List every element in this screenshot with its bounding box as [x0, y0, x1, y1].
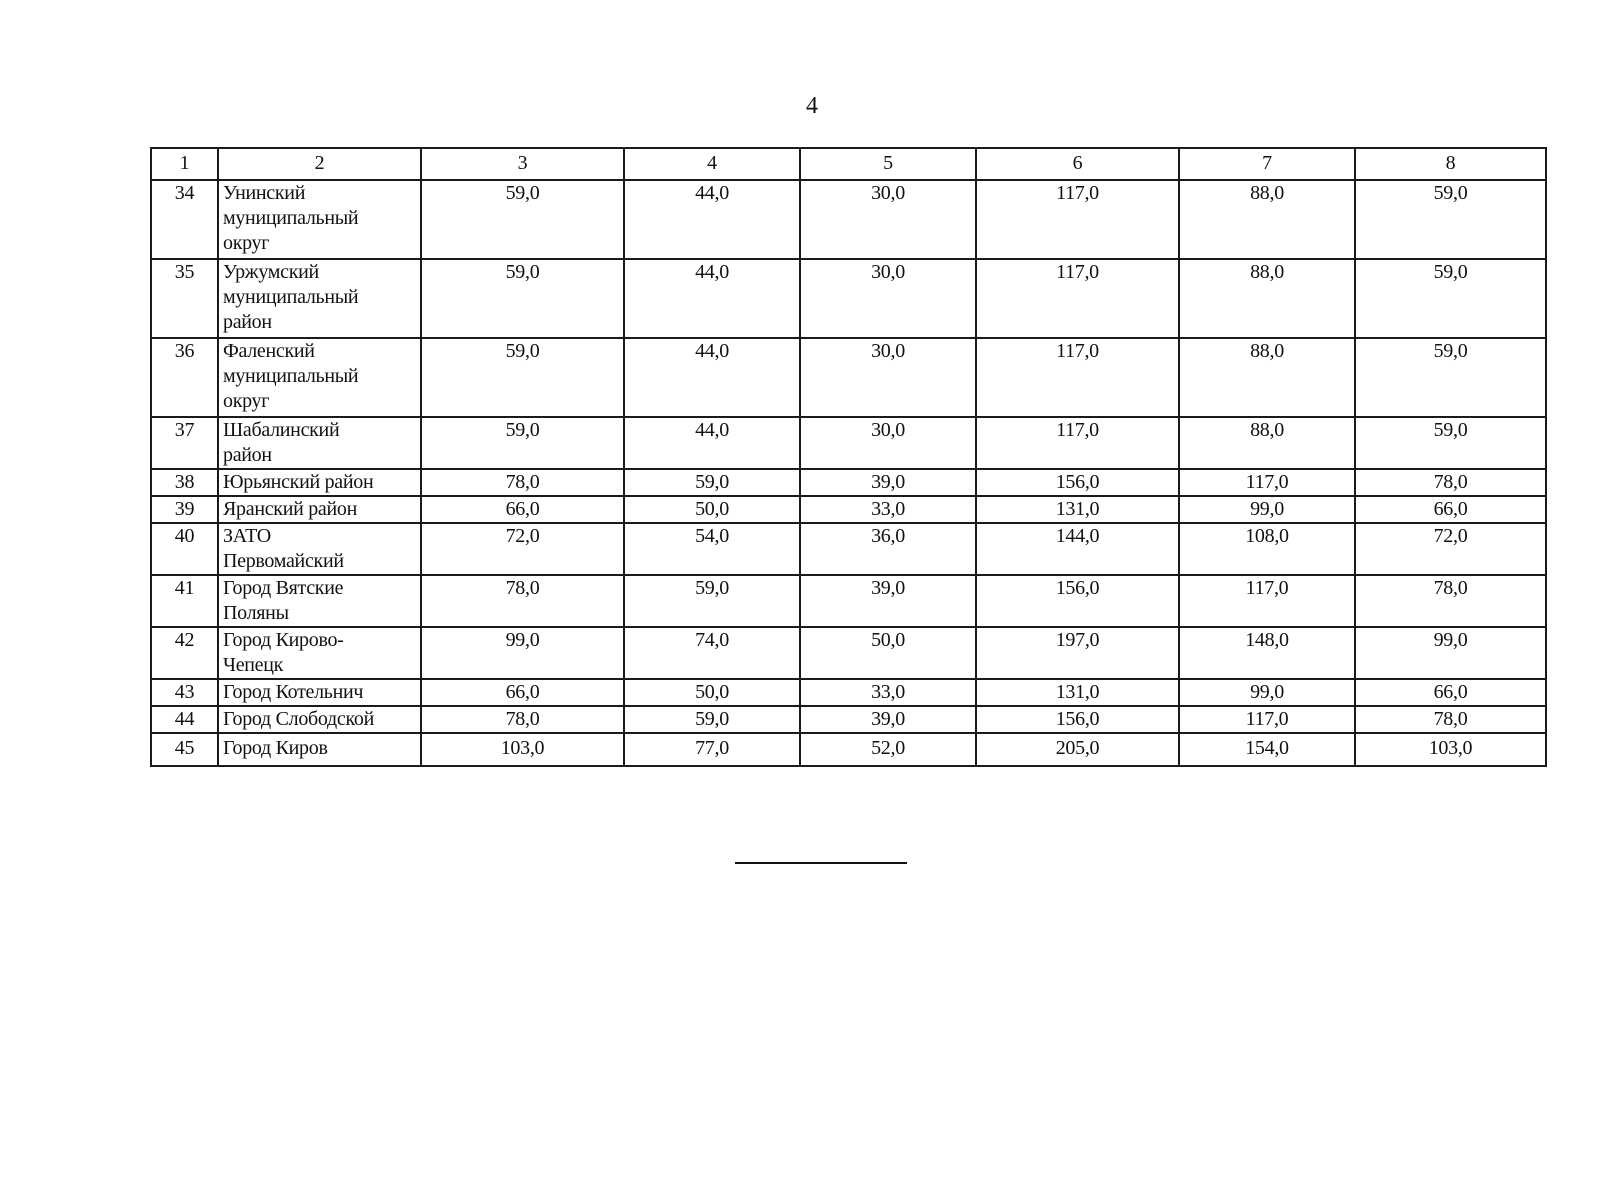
value-cell: 103,0	[1355, 733, 1546, 766]
row-number: 38	[151, 469, 218, 496]
value-cell: 131,0	[976, 679, 1179, 706]
value-cell: 30,0	[800, 338, 976, 417]
municipality-name	[218, 180, 421, 259]
table-row	[151, 679, 1546, 706]
value-cell: 99,0	[1355, 627, 1546, 679]
row-number: 36	[151, 338, 218, 417]
name-line: район	[223, 311, 272, 333]
table-row	[151, 575, 1546, 627]
name-line: Юрьянский район	[223, 471, 374, 493]
row-number: 40	[151, 523, 218, 575]
value-cell: 99,0	[1179, 679, 1355, 706]
value-cell: 59,0	[1355, 259, 1546, 338]
value-cell: 78,0	[421, 575, 624, 627]
name-line: ЗАТО	[223, 525, 271, 547]
value-cell: 59,0	[421, 180, 624, 259]
municipality-name	[218, 417, 421, 469]
municipality-name	[218, 679, 421, 706]
column-header: 6	[976, 148, 1179, 180]
value-cell: 144,0	[976, 523, 1179, 575]
value-cell: 59,0	[421, 338, 624, 417]
value-cell: 59,0	[624, 575, 800, 627]
municipality-name	[218, 523, 421, 575]
municipality-name	[218, 627, 421, 679]
value-cell: 156,0	[976, 469, 1179, 496]
value-cell: 44,0	[624, 259, 800, 338]
value-cell: 30,0	[800, 417, 976, 469]
municipality-name	[218, 338, 421, 417]
value-cell: 30,0	[800, 259, 976, 338]
table-row	[151, 496, 1546, 523]
name-line: муниципальный	[223, 286, 359, 308]
value-cell: 52,0	[800, 733, 976, 766]
value-cell: 88,0	[1179, 180, 1355, 259]
row-number: 34	[151, 180, 218, 259]
municipality-name	[218, 706, 421, 733]
name-line: Уржумский	[223, 261, 319, 283]
value-cell: 156,0	[976, 706, 1179, 733]
value-cell: 77,0	[624, 733, 800, 766]
value-cell: 54,0	[624, 523, 800, 575]
column-header: 3	[421, 148, 624, 180]
value-cell: 72,0	[1355, 523, 1546, 575]
value-cell: 59,0	[624, 469, 800, 496]
name-line: Город Вятские	[223, 577, 344, 599]
data-table	[150, 147, 1547, 767]
value-cell: 39,0	[800, 575, 976, 627]
value-cell: 88,0	[1179, 417, 1355, 469]
value-cell: 59,0	[421, 417, 624, 469]
value-cell: 74,0	[624, 627, 800, 679]
value-cell: 103,0	[421, 733, 624, 766]
value-cell: 39,0	[800, 469, 976, 496]
value-cell: 39,0	[800, 706, 976, 733]
value-cell: 117,0	[1179, 575, 1355, 627]
municipality-name	[218, 469, 421, 496]
table-row	[151, 417, 1546, 469]
value-cell: 50,0	[624, 679, 800, 706]
name-line: Шабалинский	[223, 419, 340, 441]
value-cell: 117,0	[976, 417, 1179, 469]
table-row	[151, 259, 1546, 338]
name-line: Поляны	[223, 602, 289, 624]
table-row	[151, 338, 1546, 417]
value-cell: 59,0	[421, 259, 624, 338]
value-cell: 50,0	[624, 496, 800, 523]
name-line: округ	[223, 390, 270, 412]
value-cell: 99,0	[1179, 496, 1355, 523]
table-row	[151, 180, 1546, 259]
column-header: 8	[1355, 148, 1546, 180]
name-line: Первомайский	[223, 550, 344, 572]
value-cell: 50,0	[800, 627, 976, 679]
value-cell: 44,0	[624, 417, 800, 469]
value-cell: 117,0	[976, 259, 1179, 338]
name-line: Город Киров	[223, 737, 328, 759]
row-number: 43	[151, 679, 218, 706]
value-cell: 78,0	[421, 469, 624, 496]
value-cell: 197,0	[976, 627, 1179, 679]
name-line: Яранский район	[223, 498, 358, 520]
name-line: муниципальный	[223, 365, 359, 387]
value-cell: 59,0	[1355, 180, 1546, 259]
value-cell: 72,0	[421, 523, 624, 575]
value-cell: 59,0	[1355, 417, 1546, 469]
row-number: 35	[151, 259, 218, 338]
value-cell: 44,0	[624, 338, 800, 417]
table-row	[151, 706, 1546, 733]
name-line: Город Котельнич	[223, 681, 364, 703]
value-cell: 131,0	[976, 496, 1179, 523]
row-number: 37	[151, 417, 218, 469]
value-cell: 59,0	[624, 706, 800, 733]
name-line: Город Кирово-	[223, 629, 344, 651]
row-number: 45	[151, 733, 218, 766]
value-cell: 78,0	[1355, 469, 1546, 496]
value-cell: 154,0	[1179, 733, 1355, 766]
value-cell: 33,0	[800, 679, 976, 706]
value-cell: 99,0	[421, 627, 624, 679]
municipality-name	[218, 496, 421, 523]
value-cell: 117,0	[1179, 469, 1355, 496]
value-cell: 44,0	[624, 180, 800, 259]
value-cell: 117,0	[976, 338, 1179, 417]
value-cell: 66,0	[1355, 496, 1546, 523]
value-cell: 78,0	[421, 706, 624, 733]
value-cell: 36,0	[800, 523, 976, 575]
value-cell: 88,0	[1179, 259, 1355, 338]
name-line: округ	[223, 232, 270, 254]
name-line: Фаленский	[223, 340, 315, 362]
separator-line	[735, 862, 907, 864]
value-cell: 108,0	[1179, 523, 1355, 575]
table-row	[151, 733, 1546, 766]
value-cell: 33,0	[800, 496, 976, 523]
column-header: 1	[151, 148, 218, 180]
value-cell: 66,0	[421, 679, 624, 706]
value-cell: 117,0	[1179, 706, 1355, 733]
row-number: 42	[151, 627, 218, 679]
row-number: 41	[151, 575, 218, 627]
value-cell: 59,0	[1355, 338, 1546, 417]
name-line: муниципальный	[223, 207, 359, 229]
table-row	[151, 523, 1546, 575]
value-cell: 205,0	[976, 733, 1179, 766]
municipality-name	[218, 259, 421, 338]
value-cell: 78,0	[1355, 575, 1546, 627]
header-row	[151, 148, 1546, 180]
value-cell: 66,0	[1355, 679, 1546, 706]
value-cell: 88,0	[1179, 338, 1355, 417]
row-number: 39	[151, 496, 218, 523]
name-line: район	[223, 444, 272, 466]
value-cell: 156,0	[976, 575, 1179, 627]
value-cell: 78,0	[1355, 706, 1546, 733]
name-line: Унинский	[223, 182, 306, 204]
municipality-name	[218, 733, 421, 766]
row-number: 44	[151, 706, 218, 733]
value-cell: 66,0	[421, 496, 624, 523]
table-row	[151, 469, 1546, 496]
municipality-name	[218, 575, 421, 627]
page-number: 4	[806, 93, 818, 119]
value-cell: 148,0	[1179, 627, 1355, 679]
value-cell: 117,0	[976, 180, 1179, 259]
column-header: 2	[218, 148, 421, 180]
table-row	[151, 627, 1546, 679]
value-cell: 30,0	[800, 180, 976, 259]
name-line: Город Слободской	[223, 708, 374, 730]
column-header: 4	[624, 148, 800, 180]
name-line: Чепецк	[223, 654, 284, 676]
column-header: 7	[1179, 148, 1355, 180]
column-header: 5	[800, 148, 976, 180]
